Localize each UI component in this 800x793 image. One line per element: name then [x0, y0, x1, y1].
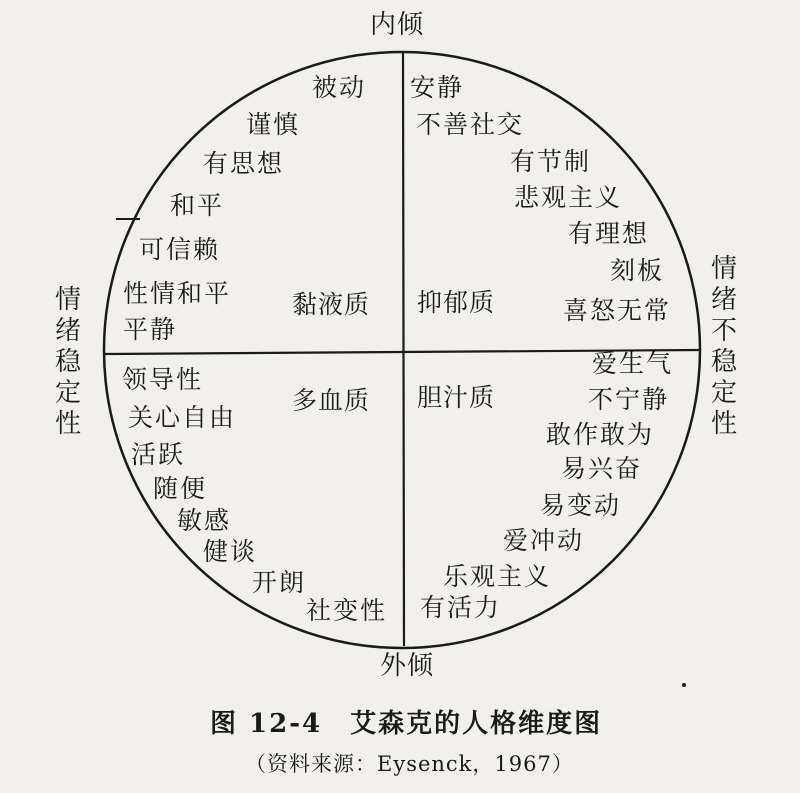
trait-item: 爱冲动 [503, 526, 585, 555]
trait-item: 易兴奋 [561, 454, 643, 483]
trait-item: 活跃 [131, 440, 186, 469]
figure-source: （资料来源：Eysenck，1967） [245, 752, 574, 776]
trait-item: 有节制 [510, 147, 592, 176]
trait-item: 喜怒无常 [563, 296, 672, 325]
figure-caption [210, 703, 602, 740]
trait-item: 和平 [170, 191, 225, 220]
trait-item: 性情和平 [123, 279, 232, 308]
trait-item: 被动 [312, 73, 367, 102]
trait-item: 敢作敢为 [546, 420, 655, 449]
trait-item: 不善社交 [416, 110, 525, 139]
trait-item: 关心自由 [128, 403, 237, 432]
trait-item: 健谈 [203, 537, 258, 566]
trait-item: 易变动 [540, 491, 622, 520]
figure-number: 图 12-4 [210, 709, 323, 739]
trait-item: 敏感 [177, 506, 232, 535]
axis-label-introversion: 内倾 [370, 10, 425, 40]
trait-item: 爱生气 [592, 349, 674, 378]
axis-label-extraversion: 外倾 [380, 651, 435, 681]
temperament-sanguine: 多血质 [292, 386, 371, 415]
trait-item: 乐观主义 [443, 562, 552, 591]
trait-item: 谨慎 [246, 110, 301, 139]
figure-title: 艾森克的人格维度图 [350, 709, 603, 739]
trait-item: 社变性 [306, 596, 388, 625]
trait-item: 有活力 [420, 593, 502, 622]
trait-item: 平静 [123, 315, 178, 344]
vertical-axis-line [403, 52, 404, 646]
temperament-melancholic: 抑郁质 [417, 288, 496, 317]
trait-item: 悲观主义 [514, 183, 623, 212]
trait-item: 安静 [410, 73, 465, 102]
axis-label-emotional-instability: 情绪不稳定性 [710, 254, 737, 439]
trait-item: 刻板 [610, 256, 665, 285]
temperament-choleric: 胆汁质 [417, 383, 496, 412]
trait-item: 不宁静 [588, 385, 670, 414]
trait-item: 领导性 [122, 365, 204, 394]
axis-label-emotional-stability: 情绪稳定性 [54, 285, 81, 439]
trait-item: 开朗 [252, 568, 307, 597]
trait-item: 随便 [153, 474, 208, 503]
temperament-phlegmatic: 黏液质 [292, 290, 371, 319]
trait-item: 有思想 [203, 149, 285, 178]
print-speck [682, 683, 686, 687]
trait-item: 可信赖 [139, 235, 221, 264]
trait-item: 有理想 [568, 219, 650, 248]
